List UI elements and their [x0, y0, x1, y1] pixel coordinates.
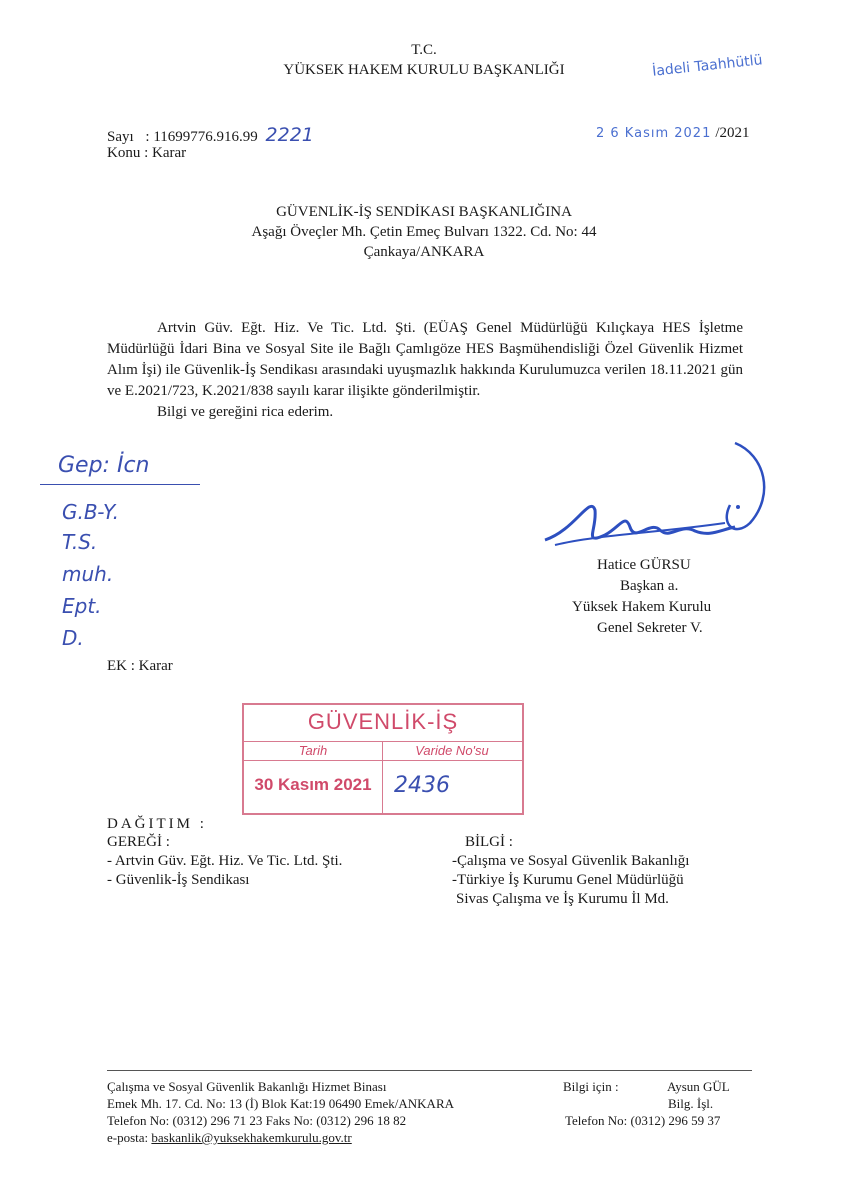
bilgi-item-2: -Türkiye İş Kurumu Genel Müdürlüğü	[452, 872, 684, 888]
footer-divider	[107, 1070, 752, 1071]
footer-phone: Telefon No: (0312) 296 71 23 Faks No: (0312) 296 18 82	[107, 1113, 407, 1128]
geregi-heading: GEREĞİ :	[107, 834, 170, 850]
footer-address-2: Emek Mh. 17. Cd. No: 13 (İ) Blok Kat:19 06490 Emek/ANKARA	[107, 1096, 455, 1111]
header-tc: T.C.	[411, 42, 437, 58]
institution-title: YÜKSEK HAKEM KURULU BAŞKANLIĞI	[283, 62, 565, 78]
recipient-line-2: Aşağı Öveçler Mh. Çetin Emeç Bulvarı 1322. Cd. No: 44	[251, 224, 597, 240]
konu-row	[107, 145, 186, 162]
handwritten-note-2: G.B-Y.	[62, 500, 119, 524]
recipient-line-1: GÜVENLİK-İŞ SENDİKASI BAŞKANLIĞINA	[276, 204, 572, 220]
handwritten-note-5: Ept.	[62, 594, 102, 618]
signatory-title-1: Başkan a.	[620, 578, 679, 594]
signatory-title-3: Genel Sekreter V.	[597, 620, 703, 636]
konu-value: : Karar	[144, 145, 187, 161]
date-stamp: 2 6 Kasım 2021	[596, 126, 712, 141]
handwritten-note-6: D.	[62, 626, 84, 650]
konu-label: Konu	[107, 145, 141, 161]
sayi-row	[107, 124, 314, 146]
footer-info-label: Bilgi için :	[563, 1079, 619, 1094]
receipt-stamp-number: 2436	[394, 773, 450, 798]
attachment-label: EK	[107, 658, 127, 674]
footer-info-role: Bilg. İşl.	[668, 1096, 714, 1111]
letter-body	[107, 318, 743, 423]
footer-email-label: e-posta:	[107, 1130, 149, 1145]
body-paragraph-2: Bilgi ve gereğini rica ederim.	[157, 404, 334, 420]
date-row	[596, 124, 750, 142]
bilgi-heading: BİLGİ :	[465, 834, 513, 850]
bilgi-item-3: Sivas Çalışma ve İş Kurumu İl Md.	[456, 891, 669, 907]
sayi-value: : 11699776.916.99	[145, 129, 258, 145]
attachment-row	[107, 658, 173, 675]
footer-email-row	[107, 1129, 352, 1146]
receipt-stamp	[242, 703, 524, 815]
receipt-stamp-title: GÜVENLİK-İŞ	[307, 709, 459, 734]
sayi-label: Sayı	[107, 129, 134, 145]
signature-scribble	[535, 435, 785, 575]
receipt-stamp-date: 30 Kasım 2021	[254, 775, 372, 794]
registered-mail-stamp: İadeli Taahhütlü	[651, 52, 764, 80]
handwritten-underline	[40, 484, 200, 485]
footer-address-1: Çalışma ve Sosyal Güvenlik Bakanlığı Hizmet Binası	[107, 1079, 387, 1094]
attachment-value: : Karar	[130, 658, 173, 674]
geregi-item-1: - Artvin Güv. Eğt. Hiz. Ve Tic. Ltd. Şti.	[107, 853, 343, 869]
handwritten-note-3: T.S.	[62, 530, 98, 554]
geregi-item-2: - Güvenlik-İş Sendikası	[107, 872, 250, 888]
distribution-heading: DAĞITIM :	[107, 816, 207, 832]
signatory-title-2: Yüksek Hakem Kurulu	[572, 599, 712, 615]
date-suffix: /2021	[715, 125, 750, 141]
receipt-stamp-date-header: Tarih	[298, 743, 328, 758]
receipt-stamp-number-header: Varide No'su	[415, 743, 489, 758]
bilgi-item-1: -Çalışma ve Sosyal Güvenlik Bakanlığı	[452, 853, 690, 869]
footer-info-phone: Telefon No: (0312) 296 59 37	[565, 1113, 721, 1128]
handwritten-note-4: muh.	[62, 562, 114, 586]
body-paragraph-1: Artvin Güv. Eğt. Hiz. Ve Tic. Ltd. Şti. (EÜAŞ Genel Müdürlüğü Kılıçkaya HES İşletme Müdürlüğü İdari Bina ve Sosyal Site ile Bağlı Çamlıgöze HES Başmühendisliği Özel Güvenlik Hizmet Alım İşi) ile Güvenlik-İş Sendikası arasındaki uyuşmazlık hakkında Kurulumuzca verilen 18.11.2021 gün ve E.2021/723, K.2021/838 sayılı karar ilişikte gönderilmiştir.	[107, 320, 743, 399]
footer-info-name: Aysun GÜL	[667, 1079, 730, 1094]
signatory-name: Hatice GÜRSU	[597, 557, 691, 573]
handwritten-note-1: Gep: İcn	[58, 453, 150, 478]
sayi-handwritten-number: 2221	[265, 124, 314, 146]
recipient-line-3: Çankaya/ANKARA	[363, 244, 485, 260]
footer-email-link[interactable]: baskanlik@yuksekhakemkurulu.gov.tr	[151, 1130, 352, 1145]
